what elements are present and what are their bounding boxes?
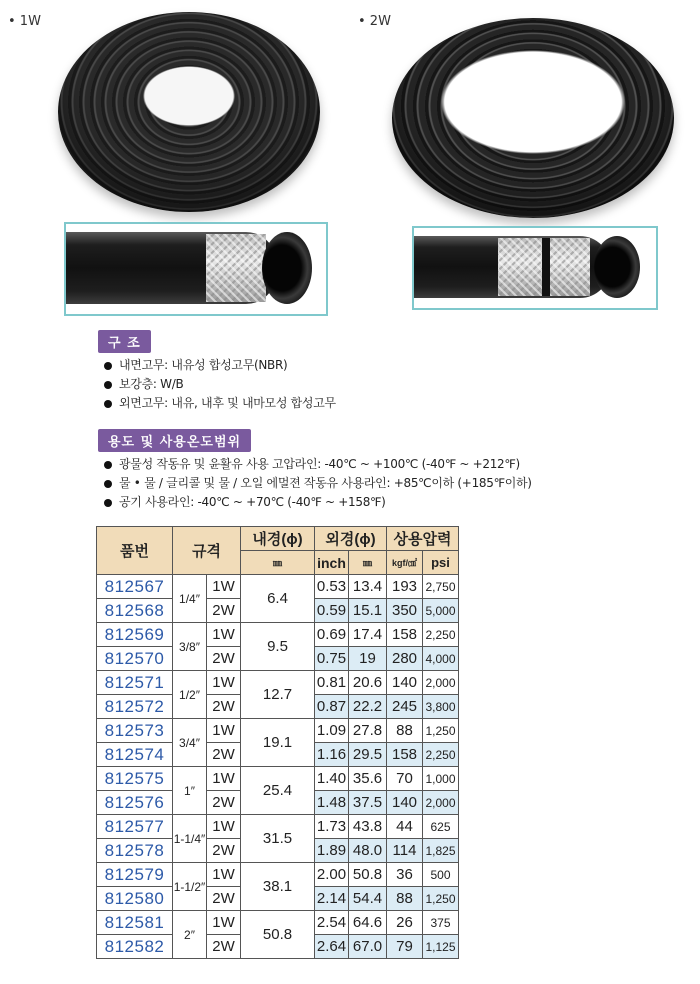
col-header-spec: 규격 [173,527,241,575]
size-cell: 1″ [173,767,207,815]
col-unit-psi: psi [423,551,459,575]
list-item: 물 • 물 / 글리콜 및 물 / 오일 에멀젼 작동유 사용라인: +85℃이하 (+185℉이하) [104,474,532,493]
usage-heading: 용도 및 사용온도범위 [98,429,251,452]
pressure-kgf-cell: 88 [387,719,423,743]
pressure-psi-cell: 3,800 [423,695,459,719]
pressure-kgf-cell: 36 [387,863,423,887]
pressure-psi-cell: 4,000 [423,647,459,671]
bullet-icon [104,362,112,370]
pressure-psi-cell: 1,250 [423,719,459,743]
outer-mm-cell: 37.5 [349,791,387,815]
size-cell: 1/2″ [173,671,207,719]
outer-inch-cell: 0.81 [315,671,349,695]
pressure-kgf-cell: 158 [387,623,423,647]
pressure-kgf-cell: 70 [387,767,423,791]
outer-mm-cell: 22.2 [349,695,387,719]
outer-mm-cell: 50.8 [349,863,387,887]
wire-type-cell: 1W [207,623,241,647]
size-cell: 3/4″ [173,719,207,767]
outer-mm-cell: 27.8 [349,719,387,743]
bullet-icon [104,461,112,469]
col-unit-kgf: kgf/㎠ [387,551,423,575]
part-number-cell: 812567 [97,575,173,599]
list-item: 외면고무: 내유, 내후 및 내마모성 합성고무 [104,394,336,413]
inner-diameter-cell: 19.1 [241,719,315,767]
pressure-kgf-cell: 44 [387,815,423,839]
wire-type-cell: 1W [207,863,241,887]
hose-coil-2w-image [392,18,674,218]
inner-diameter-cell: 38.1 [241,863,315,911]
hose-cutaway-1w-image [64,222,328,316]
inner-diameter-cell: 50.8 [241,911,315,959]
structure-heading: 구 조 [98,330,151,353]
wire-type-cell: 2W [207,887,241,911]
outer-inch-cell: 1.73 [315,815,349,839]
size-cell: 1/4″ [173,575,207,623]
wire-type-cell: 1W [207,767,241,791]
outer-inch-cell: 2.14 [315,887,349,911]
table-row [97,623,459,647]
col-header-part-no: 품번 [97,527,173,575]
pressure-psi-cell: 2,750 [423,575,459,599]
pressure-kgf-cell: 114 [387,839,423,863]
part-number-cell: 812581 [97,911,173,935]
outer-mm-cell: 13.4 [349,575,387,599]
pressure-psi-cell: 375 [423,911,459,935]
col-unit-outer-inch: inch [315,551,349,575]
wire-type-cell: 2W [207,839,241,863]
pressure-kgf-cell: 88 [387,887,423,911]
pressure-kgf-cell: 26 [387,911,423,935]
table-row [97,815,459,839]
part-number-cell: 812572 [97,695,173,719]
pressure-psi-cell: 500 [423,863,459,887]
wire-type-cell: 2W [207,791,241,815]
outer-inch-cell: 0.59 [315,599,349,623]
pressure-kgf-cell: 193 [387,575,423,599]
pressure-kgf-cell: 245 [387,695,423,719]
wire-type-cell: 1W [207,815,241,839]
outer-mm-cell: 67.0 [349,935,387,959]
pressure-psi-cell: 1,125 [423,935,459,959]
outer-mm-cell: 15.1 [349,599,387,623]
list-item: 공기 사용라인: -40℃ ~ +70℃ (-40℉ ~ +158℉) [104,493,532,512]
pressure-psi-cell: 2,000 [423,671,459,695]
outer-inch-cell: 0.75 [315,647,349,671]
inner-diameter-cell: 31.5 [241,815,315,863]
part-number-cell: 812579 [97,863,173,887]
col-header-outer: 외경(ϕ) [315,527,387,551]
pressure-kgf-cell: 158 [387,743,423,767]
part-number-cell: 812568 [97,599,173,623]
outer-inch-cell: 2.54 [315,911,349,935]
part-number-cell: 812569 [97,623,173,647]
pressure-kgf-cell: 79 [387,935,423,959]
outer-mm-cell: 17.4 [349,623,387,647]
outer-mm-cell: 43.8 [349,815,387,839]
outer-inch-cell: 1.40 [315,767,349,791]
pressure-psi-cell: 5,000 [423,599,459,623]
hose-cutaway-2w-image [412,226,658,310]
part-number-cell: 812577 [97,815,173,839]
table-row [97,767,459,791]
part-number-cell: 812578 [97,839,173,863]
table-row [97,575,459,599]
list-item: 보강층: W/B [104,375,336,394]
outer-inch-cell: 1.09 [315,719,349,743]
wire-type-cell: 2W [207,743,241,767]
table-row [97,911,459,935]
pressure-psi-cell: 1,250 [423,887,459,911]
outer-inch-cell: 2.00 [315,863,349,887]
list-item: 광물성 작동유 및 윤활유 사용 고압라인: -40℃ ~ +100℃ (-40℉ ~ +212℉) [104,455,532,474]
pressure-kgf-cell: 350 [387,599,423,623]
wire-type-cell: 1W [207,671,241,695]
pressure-kgf-cell: 140 [387,671,423,695]
outer-inch-cell: 0.53 [315,575,349,599]
outer-mm-cell: 54.4 [349,887,387,911]
table-row [97,671,459,695]
pressure-psi-cell: 625 [423,815,459,839]
pressure-psi-cell: 1,825 [423,839,459,863]
hose-coil-1w-image [58,12,320,212]
col-unit-inner-mm: ㎜ [241,551,315,575]
bullet-icon [104,480,112,488]
part-number-cell: 812574 [97,743,173,767]
wire-type-cell: 2W [207,695,241,719]
outer-mm-cell: 64.6 [349,911,387,935]
spec-table-body [97,575,459,959]
inner-diameter-cell: 6.4 [241,575,315,623]
part-number-cell: 812570 [97,647,173,671]
usage-list [104,455,532,512]
bullet-icon [104,499,112,507]
type-label-2w: • 2W [358,14,391,29]
pressure-psi-cell: 2,250 [423,623,459,647]
col-header-pressure: 상용압력 [387,527,459,551]
outer-inch-cell: 1.89 [315,839,349,863]
wire-type-cell: 2W [207,647,241,671]
pressure-psi-cell: 2,250 [423,743,459,767]
part-number-cell: 812571 [97,671,173,695]
wire-type-cell: 2W [207,599,241,623]
pressure-kgf-cell: 280 [387,647,423,671]
wire-type-cell: 1W [207,575,241,599]
bullet-icon [104,400,112,408]
outer-inch-cell: 1.48 [315,791,349,815]
outer-mm-cell: 35.6 [349,767,387,791]
pressure-kgf-cell: 140 [387,791,423,815]
type-label-1w: • 1W [8,14,41,29]
part-number-cell: 812576 [97,791,173,815]
size-cell: 1-1/4″ [173,815,207,863]
outer-mm-cell: 48.0 [349,839,387,863]
outer-inch-cell: 1.16 [315,743,349,767]
inner-diameter-cell: 12.7 [241,671,315,719]
inner-diameter-cell: 9.5 [241,623,315,671]
wire-type-cell: 1W [207,911,241,935]
spec-table [96,526,459,959]
pressure-psi-cell: 1,000 [423,767,459,791]
wire-type-cell: 1W [207,719,241,743]
size-cell: 2″ [173,911,207,959]
outer-inch-cell: 0.87 [315,695,349,719]
wire-type-cell: 2W [207,935,241,959]
table-row [97,863,459,887]
part-number-cell: 812575 [97,767,173,791]
size-cell: 1-1/2″ [173,863,207,911]
structure-list [104,356,336,413]
inner-diameter-cell: 25.4 [241,767,315,815]
outer-inch-cell: 2.64 [315,935,349,959]
outer-mm-cell: 29.5 [349,743,387,767]
pressure-psi-cell: 2,000 [423,791,459,815]
col-header-inner: 내경(ϕ) [241,527,315,551]
col-unit-outer-mm: ㎜ [349,551,387,575]
outer-mm-cell: 20.6 [349,671,387,695]
outer-mm-cell: 19 [349,647,387,671]
size-cell: 3/8″ [173,623,207,671]
part-number-cell: 812573 [97,719,173,743]
part-number-cell: 812580 [97,887,173,911]
part-number-cell: 812582 [97,935,173,959]
table-row [97,719,459,743]
list-item: 내면고무: 내유성 합성고무(NBR) [104,356,336,375]
outer-inch-cell: 0.69 [315,623,349,647]
bullet-icon [104,381,112,389]
